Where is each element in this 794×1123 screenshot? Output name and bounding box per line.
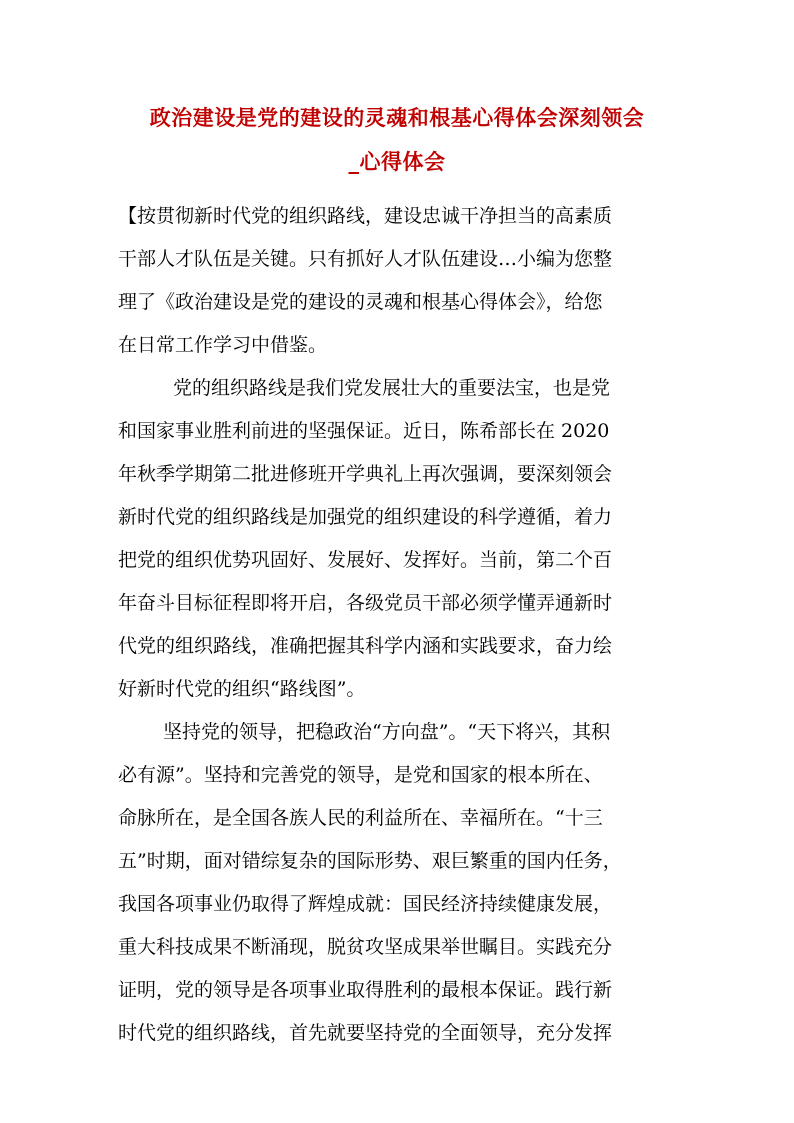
paragraph-line: 年奋斗目标征程即将开启，各级党员干部必须学懂弄通新时	[118, 592, 613, 614]
paragraph-line: 我国各项事业仍取得了辉煌成就：国民经济持续健康发展，	[118, 893, 613, 915]
paragraph-line: 重大科技成果不断涌现，脱贫攻坚成果举世瞩目。实践充分	[118, 936, 613, 958]
paragraph-line: 年秋季学期第二批进修班开学典礼上再次强调，要深刻领会	[118, 463, 613, 485]
intro-line: 【按贯彻新时代党的组织路线，建设忠诚干净担当的高素质	[118, 205, 613, 227]
intro-line: 在日常工作学习中借鉴。	[118, 334, 328, 356]
intro-line: 干部人才队伍是关键。只有抓好人才队伍建设…小编为您整	[118, 248, 613, 270]
paragraph-line: 坚持党的领导，把稳政治“方向盘”。“天下将兴，其积	[163, 721, 611, 743]
paragraph-line: 必有源”。坚持和完善党的领导，是党和国家的根本所在、	[118, 764, 603, 786]
paragraph-line: 时代党的组织路线，首先就要坚持党的全面领导，充分发挥	[118, 1022, 613, 1044]
paragraph-line: 命脉所在，是全国各族人民的利益所在、幸福所在。“十三	[118, 807, 603, 829]
paragraph-line: 和国家事业胜利前进的坚强保证。近日，陈希部长在 2020	[118, 420, 610, 442]
paragraph-line: 代党的组织路线，准确把握其科学内涵和实践要求，奋力绘	[118, 635, 613, 657]
intro-line: 理了《政治建设是党的建设的灵魂和根基心得体会》，给您	[118, 291, 603, 313]
paragraph-line: 好新时代党的组织“路线图”。	[118, 678, 366, 700]
paragraph-line: 党的组织路线是我们党发展壮大的重要法宝，也是党	[173, 377, 611, 399]
paragraph-line: 证明，党的领导是各项事业取得胜利的最根本保证。践行新	[118, 979, 613, 1001]
paragraph-line: 把党的组织优势巩固好、发展好、发挥好。当前，第二个百	[118, 549, 613, 571]
paragraph-line: 五”时期，面对错综复杂的国际形势、艰巨繁重的国内任务，	[118, 850, 622, 872]
document-title-line-2: _心得体会	[348, 149, 446, 174]
document-title-line-1: 政治建设是党的建设的灵魂和根基心得体会深刻领会	[149, 105, 645, 130]
paragraph-line: 新时代党的组织路线是加强党的组织建设的科学遵循，着力	[118, 506, 613, 528]
